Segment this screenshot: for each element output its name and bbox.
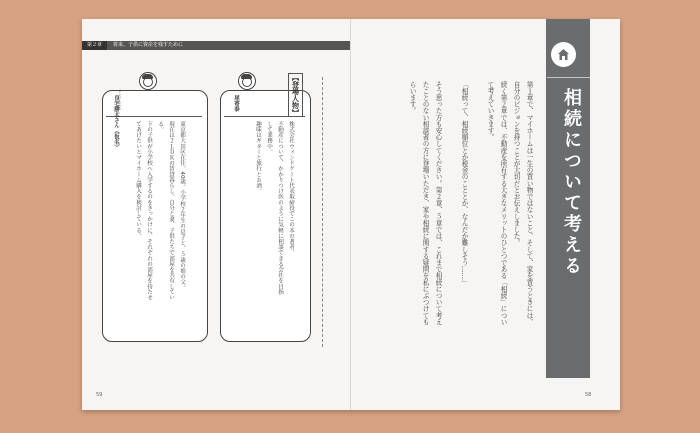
dashed-separator <box>322 77 323 347</box>
character2-line-1: 東京都大田区在住。40歳。小学校２年生の息子と、５歳の娘の父。 <box>179 121 185 291</box>
character1-line-4: 趣味はギターと旅行とお酒。 <box>255 121 261 194</box>
character2-line-3: る。 <box>157 121 163 133</box>
home-icon <box>557 48 570 61</box>
body-line-3: 続く第２章では、不動産を所有する大きなメリットのひとつである「相続」につい <box>499 81 507 326</box>
running-header <box>82 41 350 50</box>
character1-line-3: して業務中。 <box>266 121 272 155</box>
header-title: 将来、子供に資産を残すために <box>113 42 184 48</box>
character2-ruby: よしたくかつた <box>118 89 122 110</box>
character1-line-1: 株式会社ウィンドゲート代表取締役でこの本の著者。 <box>288 121 294 256</box>
body-line-6: 「相続って、相続順位とか税金のこととか、なんだか難しそう……」 <box>460 81 468 286</box>
character2-name: 良宅勝太さん（仮名） <box>113 95 119 150</box>
page-number-left: 59 <box>96 392 103 398</box>
body-line-9: たことのない相談者の方に登場いただき、家や相続に関する疑問を私にぶつけても <box>421 81 429 326</box>
body-line-8: そう思った方も安心してください。第２章、５章では、これまで相続について考え <box>434 81 442 326</box>
character1-name: 尾寄泰 <box>233 95 239 112</box>
name-divider <box>106 116 202 117</box>
characters-label-box <box>288 73 303 117</box>
chapter-title: 相続について考える <box>561 88 582 277</box>
avatar-oyose <box>238 72 256 90</box>
avatar-yoshitaku <box>139 72 157 90</box>
home-badge <box>551 42 576 67</box>
character2-line-5: てあげたいとマイホーム購入を検討している。 <box>135 121 141 239</box>
character2-line-2: 現在は２ＬＤＫの賃貸暮らし。自分と妻、子供たちで部屋を共有してい <box>168 121 174 301</box>
body-line-2: 自分のビジョンを持つことが大切だとお伝えしました。 <box>512 81 520 246</box>
band-divider <box>547 77 590 78</box>
character2-line-4: 下の子供が小学校へ入学するのをきっかけに、それぞれの部屋を持たせ <box>146 121 152 301</box>
characters-label: 【登場人物】 <box>291 74 300 116</box>
body-line-1: 第１章で、マイホームは一生の買い物ではないこと、そして、家を買うときには、 <box>525 81 533 326</box>
header-chapter: 第２章 <box>82 41 107 50</box>
body-line-4: て考えていきます。 <box>486 81 494 141</box>
page-number-right: 58 <box>585 392 592 398</box>
book-spine <box>350 19 351 410</box>
body-line-10: らいます。 <box>408 81 416 114</box>
character1-line-2: 不動産について、かかりつけ医のように気軽に相談できる会社を目指 <box>277 121 283 295</box>
book-spread <box>82 19 620 410</box>
